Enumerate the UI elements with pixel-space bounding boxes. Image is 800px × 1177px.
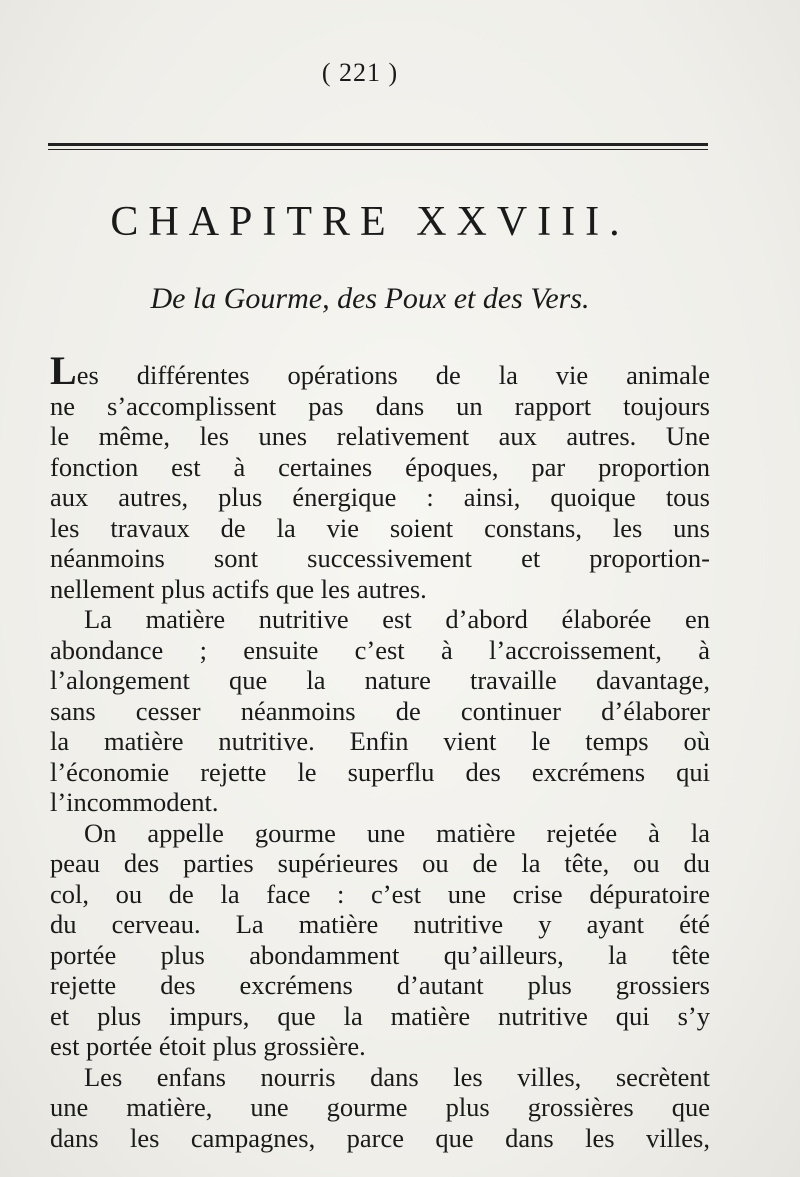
- text-line: aux autres, plus énergique : ainsi, quoique tous: [50, 482, 710, 512]
- text-line: la matière nutritive. Enfin vient le temps où: [50, 726, 710, 756]
- body-text: [50, 348, 710, 1153]
- text-line: néanmoins sont successivement et proportion-: [50, 543, 710, 573]
- text-line: l’économie rejette le superflu des excrémens qui: [50, 756, 710, 787]
- text-line: col, ou de la face : c’est une crise dépuratoire: [50, 878, 710, 909]
- header-rule: [48, 143, 708, 150]
- text-line: le même, les unes relativement aux autres. Une: [50, 421, 710, 451]
- text-line: portée plus abondamment qu’ailleurs, la tête: [50, 939, 710, 970]
- text-line: une matière, une gourme plus grossières que: [50, 1092, 710, 1122]
- text-line: du cerveau. La matière nutritive y ayant été: [50, 909, 710, 939]
- chapter-subtitle: De la Gourme, des Poux et des Vers.: [150, 282, 590, 315]
- page-number: ( 221 ): [321, 58, 399, 87]
- text-line: sans cesser néanmoins de continuer d’élaborer: [50, 695, 710, 726]
- text-line: Les différentes opérations de la vie animale: [50, 348, 710, 393]
- text-line: On appelle gourme une matière rejetée à la: [84, 817, 710, 848]
- paragraph: [50, 348, 710, 604]
- text-line: Les enfans nourris dans les villes, secrètent: [84, 1061, 710, 1092]
- text-line: est portée étoit plus grossière.: [50, 1031, 366, 1061]
- text-line: les travaux de la vie soient constans, les uns: [50, 512, 710, 543]
- text-line: abondance ; ensuite c’est à l’accroissement, à: [50, 634, 710, 665]
- text-line: l’alongement que la nature travaille davantage,: [50, 665, 710, 695]
- text-line: rejette des excrémens d’autant plus grossiers: [50, 970, 710, 1000]
- text-line: dans les campagnes, parce que dans les villes,: [50, 1122, 710, 1153]
- text-line: et plus impurs, que la matière nutritive qui s’y: [50, 1000, 710, 1031]
- text-line: La matière nutritive est d’abord élaborée en: [84, 604, 710, 634]
- text-line: ne s’accomplissent pas dans un rapport toujours: [50, 390, 710, 421]
- paragraph: [50, 818, 710, 1062]
- text-line: nellement plus actifs que les autres.: [50, 573, 427, 604]
- text-line: l’incommodent.: [50, 787, 219, 817]
- chapter-title: CHAPITRE XXVIII.: [110, 199, 630, 245]
- text-line: fonction est à certaines époques, par proportion: [50, 451, 710, 482]
- text-line: peau des parties supérieures ou de la tête, ou du: [50, 848, 710, 878]
- paragraph: [50, 604, 710, 818]
- paragraph: [50, 1062, 710, 1154]
- drop-cap: L: [50, 348, 77, 393]
